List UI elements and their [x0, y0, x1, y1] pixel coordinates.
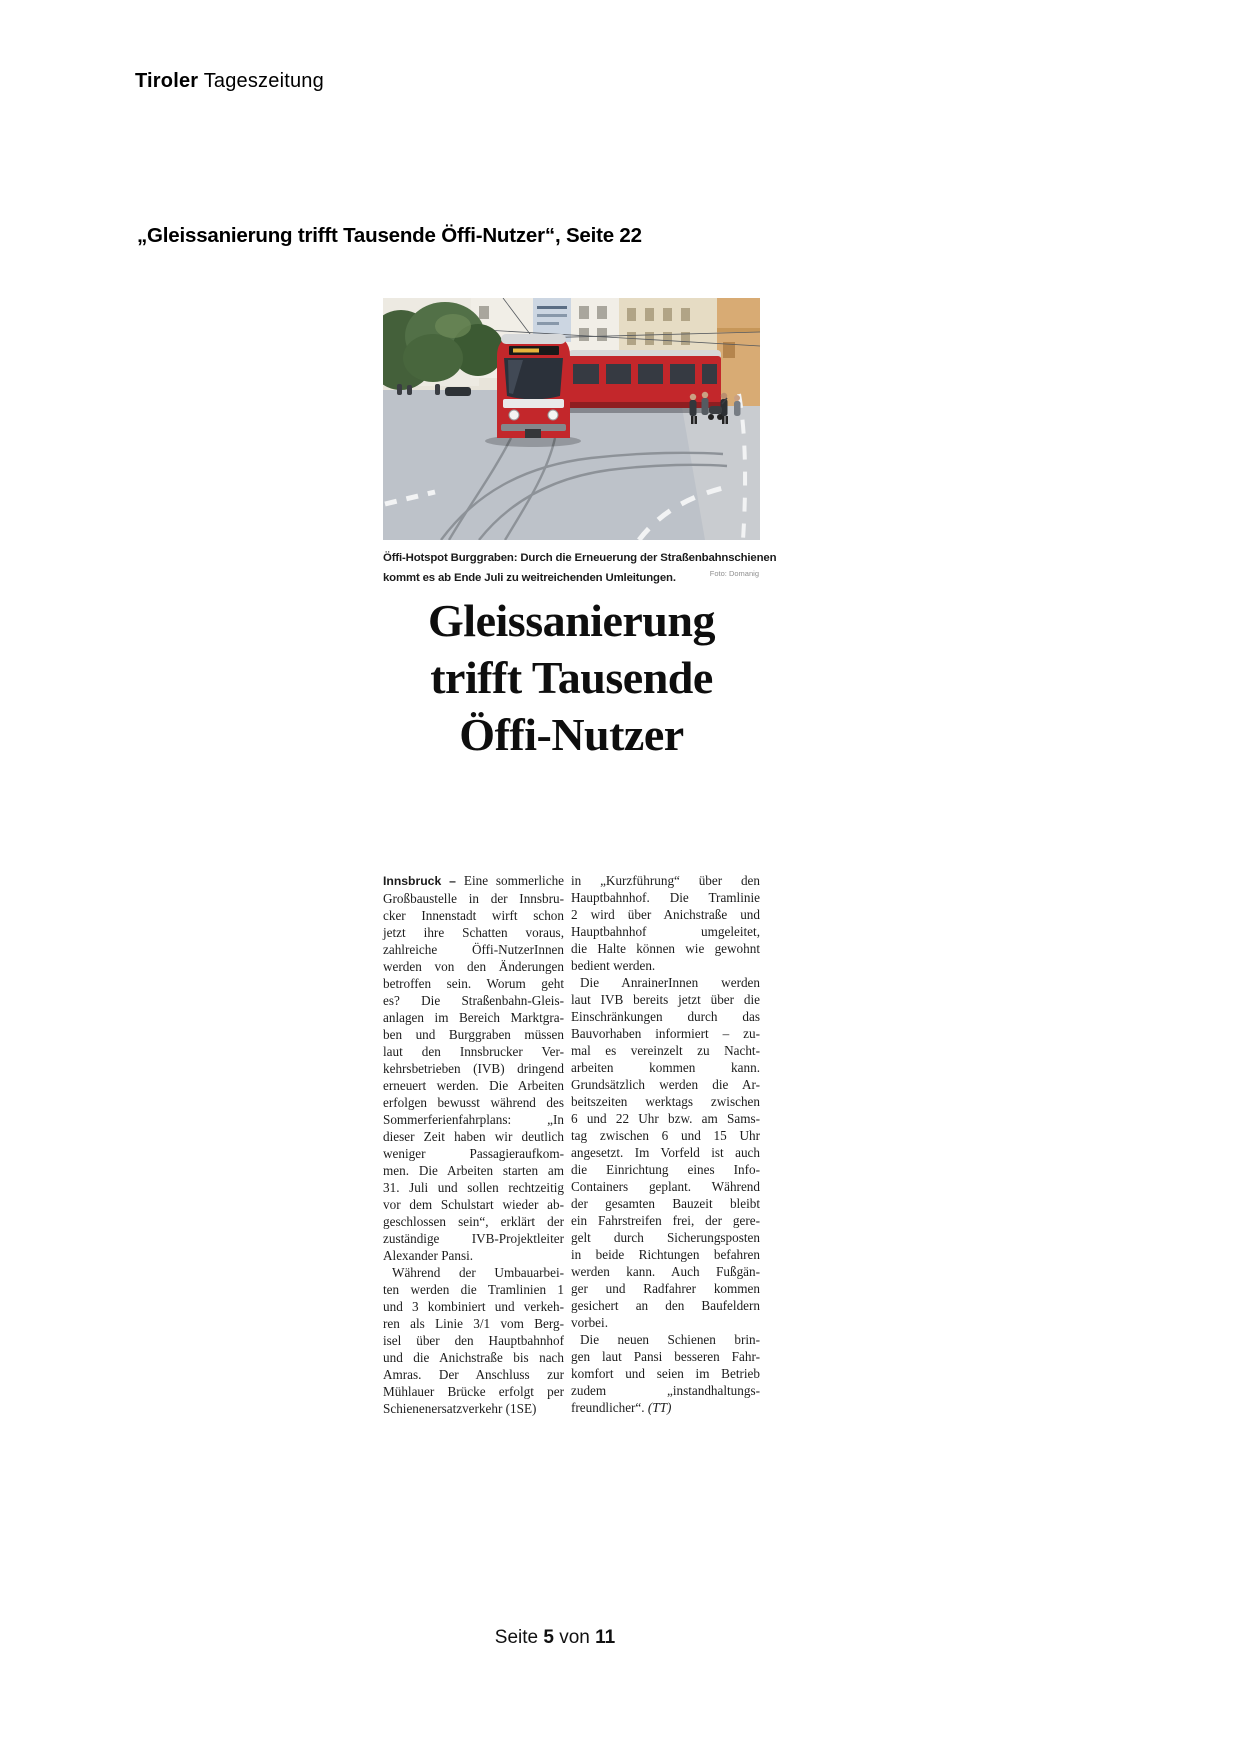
- article-line: freundlicher“. (TT): [571, 1400, 672, 1415]
- article-line: Großbaustelle in der Innsbru-: [383, 891, 564, 906]
- article-lead-location: Innsbruck –: [383, 874, 464, 888]
- article-line: erneuert werden. Die Arbeiten: [383, 1078, 564, 1093]
- tram-street-photo: [383, 298, 760, 540]
- photo-caption: [383, 548, 777, 588]
- article-line: ein Fahrstreifen frei, der gere-: [571, 1213, 760, 1228]
- article-line: angesetzt. Im Vorfeld ist auch: [571, 1145, 760, 1160]
- article-line: die Einrichtung eines Info-: [571, 1162, 760, 1177]
- article-line: erfolgen bewusst während des: [383, 1095, 564, 1110]
- article-line: jetzt ihre Schatten voraus,: [383, 925, 564, 940]
- article-line: vor dem Schulstart wieder ab-: [383, 1197, 564, 1212]
- masthead: [135, 70, 324, 93]
- article-line: Bauvorhaben informiert – zu-: [571, 1026, 760, 1041]
- article-line: werden von den Änderungen: [383, 959, 564, 974]
- article-line: Während der Umbauarbei-: [392, 1265, 564, 1280]
- article-line: ren als Linie 3/1 vom Berg-: [383, 1316, 564, 1331]
- photo-caption-line: Öffi-Hotspot Burggraben: Durch die Erneuerung der Straßenbahnschienen: [383, 552, 777, 564]
- article-line: und 3 kombiniert und verkeh-: [383, 1299, 564, 1314]
- article-line: in „Kurzführung“ über den: [571, 873, 760, 888]
- tram-front: [485, 334, 581, 447]
- article-line: beitszeiten werktags zwischen: [571, 1094, 760, 1109]
- article-line: Mühlauer Brücke erfolgt per: [383, 1384, 564, 1399]
- footer-label-von: von: [559, 1627, 590, 1648]
- article-line: zuständige IVB-Projektleiter: [383, 1231, 564, 1246]
- article-line: in beide Richtungen befahren: [571, 1247, 760, 1262]
- article-column-left: [383, 872, 564, 1417]
- article-line: Amras. Der Anschluss zur: [383, 1367, 564, 1382]
- article-title: [383, 592, 760, 763]
- article-line: der gesamten Bauzeit bleibt: [571, 1196, 760, 1211]
- article-title-line: Öffi-Nutzer: [459, 709, 684, 760]
- page-footer: [340, 1627, 770, 1649]
- article-line: ben und Burggraben müssen: [383, 1027, 564, 1042]
- article-line: komfort und seien im Betrieb: [571, 1366, 760, 1381]
- article-line: ger und Radfahrer kommen: [571, 1281, 760, 1296]
- article-line: anlagen im Bereich Marktgra-: [383, 1010, 564, 1025]
- article-line: es? Die Straßenbahn-Gleis-: [383, 993, 564, 1008]
- article-line: weniger Passagieraufkom-: [383, 1146, 564, 1161]
- article-line: Hauptbahnhof umgeleitet,: [571, 924, 760, 939]
- article-line: zahlreiche Öffi-NutzerInnen: [383, 942, 564, 957]
- photo-caption-line: kommt es ab Ende Juli zu weitreichenden Umleitungen.: [383, 572, 676, 584]
- article-line: Die neuen Schienen brin-: [580, 1332, 760, 1347]
- article-line: Die AnrainerInnen werden: [580, 975, 760, 990]
- article-line: laut den Innsbrucker Ver-: [383, 1044, 564, 1059]
- article-line: ten werden die Tramlinien 1: [383, 1282, 564, 1297]
- footer-page-number: 5: [543, 1627, 554, 1648]
- article-line: cker Innenstadt wirft schon: [383, 908, 564, 923]
- article-title-line: trifft Tausende: [430, 652, 713, 703]
- article-line: betroffen sein. Worum geht: [383, 976, 564, 991]
- article-line: und die Anichstraße bis nach: [383, 1350, 564, 1365]
- footer-total-pages: 11: [595, 1627, 616, 1648]
- article-line: kehrsbetrieben (IVB) dringend: [383, 1061, 564, 1076]
- article-line: men. Die Arbeiten starten am: [383, 1163, 564, 1178]
- article-line: werden kann. Auch Fußgän-: [571, 1264, 760, 1279]
- clipping-headline: „Gleissanierung trifft Tausende Öffi-Nutzer“, Seite 22: [137, 224, 642, 247]
- article-line: 31. Juli und sollen rechtzeitig: [383, 1180, 564, 1195]
- article-line: gesichert an den Baufeldern: [571, 1298, 760, 1313]
- article-line: tag zwischen 6 und 15 Uhr: [571, 1128, 760, 1143]
- article-line: gen laut Pansi besseren Fahr-: [571, 1349, 760, 1364]
- article-line: Innsbruck – Eine sommerliche: [383, 873, 565, 888]
- article-line: mal es vereinzelt zu Nacht-: [571, 1043, 760, 1058]
- article-line: die Halte können wie gewohnt: [571, 941, 760, 956]
- article-line: zudem „instandhaltungs-: [571, 1383, 760, 1398]
- article-column-right: [571, 872, 760, 1416]
- article-line: dieser Zeit haben wir deutlich: [383, 1129, 564, 1144]
- article-line: Sommerferienfahrplans: „In: [383, 1112, 564, 1127]
- article-line: 2 wird über Anichstraße und: [571, 907, 760, 922]
- article-byline-tag: (TT): [647, 1400, 672, 1415]
- article-line: gelt durch Sicherungsposten: [571, 1230, 760, 1245]
- photo-credit: Foto: Domanig: [709, 569, 759, 578]
- article-line: isel über den Hauptbahnhof: [383, 1333, 564, 1348]
- tram-side: [567, 350, 721, 413]
- article-line: geschlossen sein“, erklärt der: [383, 1214, 564, 1229]
- article-line: Grundsätzlich werden die Ar-: [571, 1077, 760, 1092]
- article-line: Hauptbahnhof. Die Tramlinie: [571, 890, 760, 905]
- article-line: 6 und 22 Uhr bzw. am Sams-: [571, 1111, 760, 1126]
- article-photo: [383, 298, 760, 540]
- article-line: laut IVB bereits jetzt über die: [571, 992, 760, 1007]
- article-line: arbeiten kommen kann.: [571, 1060, 760, 1075]
- article-line: Schienenersatzverkehr (1SE): [383, 1401, 537, 1416]
- masthead-bold: Tiroler: [135, 70, 199, 92]
- article-line: Einschränkungen durch das: [571, 1009, 760, 1024]
- article-line: Alexander Pansi.: [383, 1248, 474, 1263]
- masthead-regular: Tageszeitung: [203, 70, 324, 92]
- article-line: Containers geplant. Während: [571, 1179, 760, 1194]
- article-title-line: Gleissanierung: [428, 595, 715, 646]
- article-line: bedient werden.: [571, 958, 656, 973]
- article-line: vorbei.: [571, 1315, 608, 1330]
- footer-label-seite: Seite: [494, 1627, 539, 1648]
